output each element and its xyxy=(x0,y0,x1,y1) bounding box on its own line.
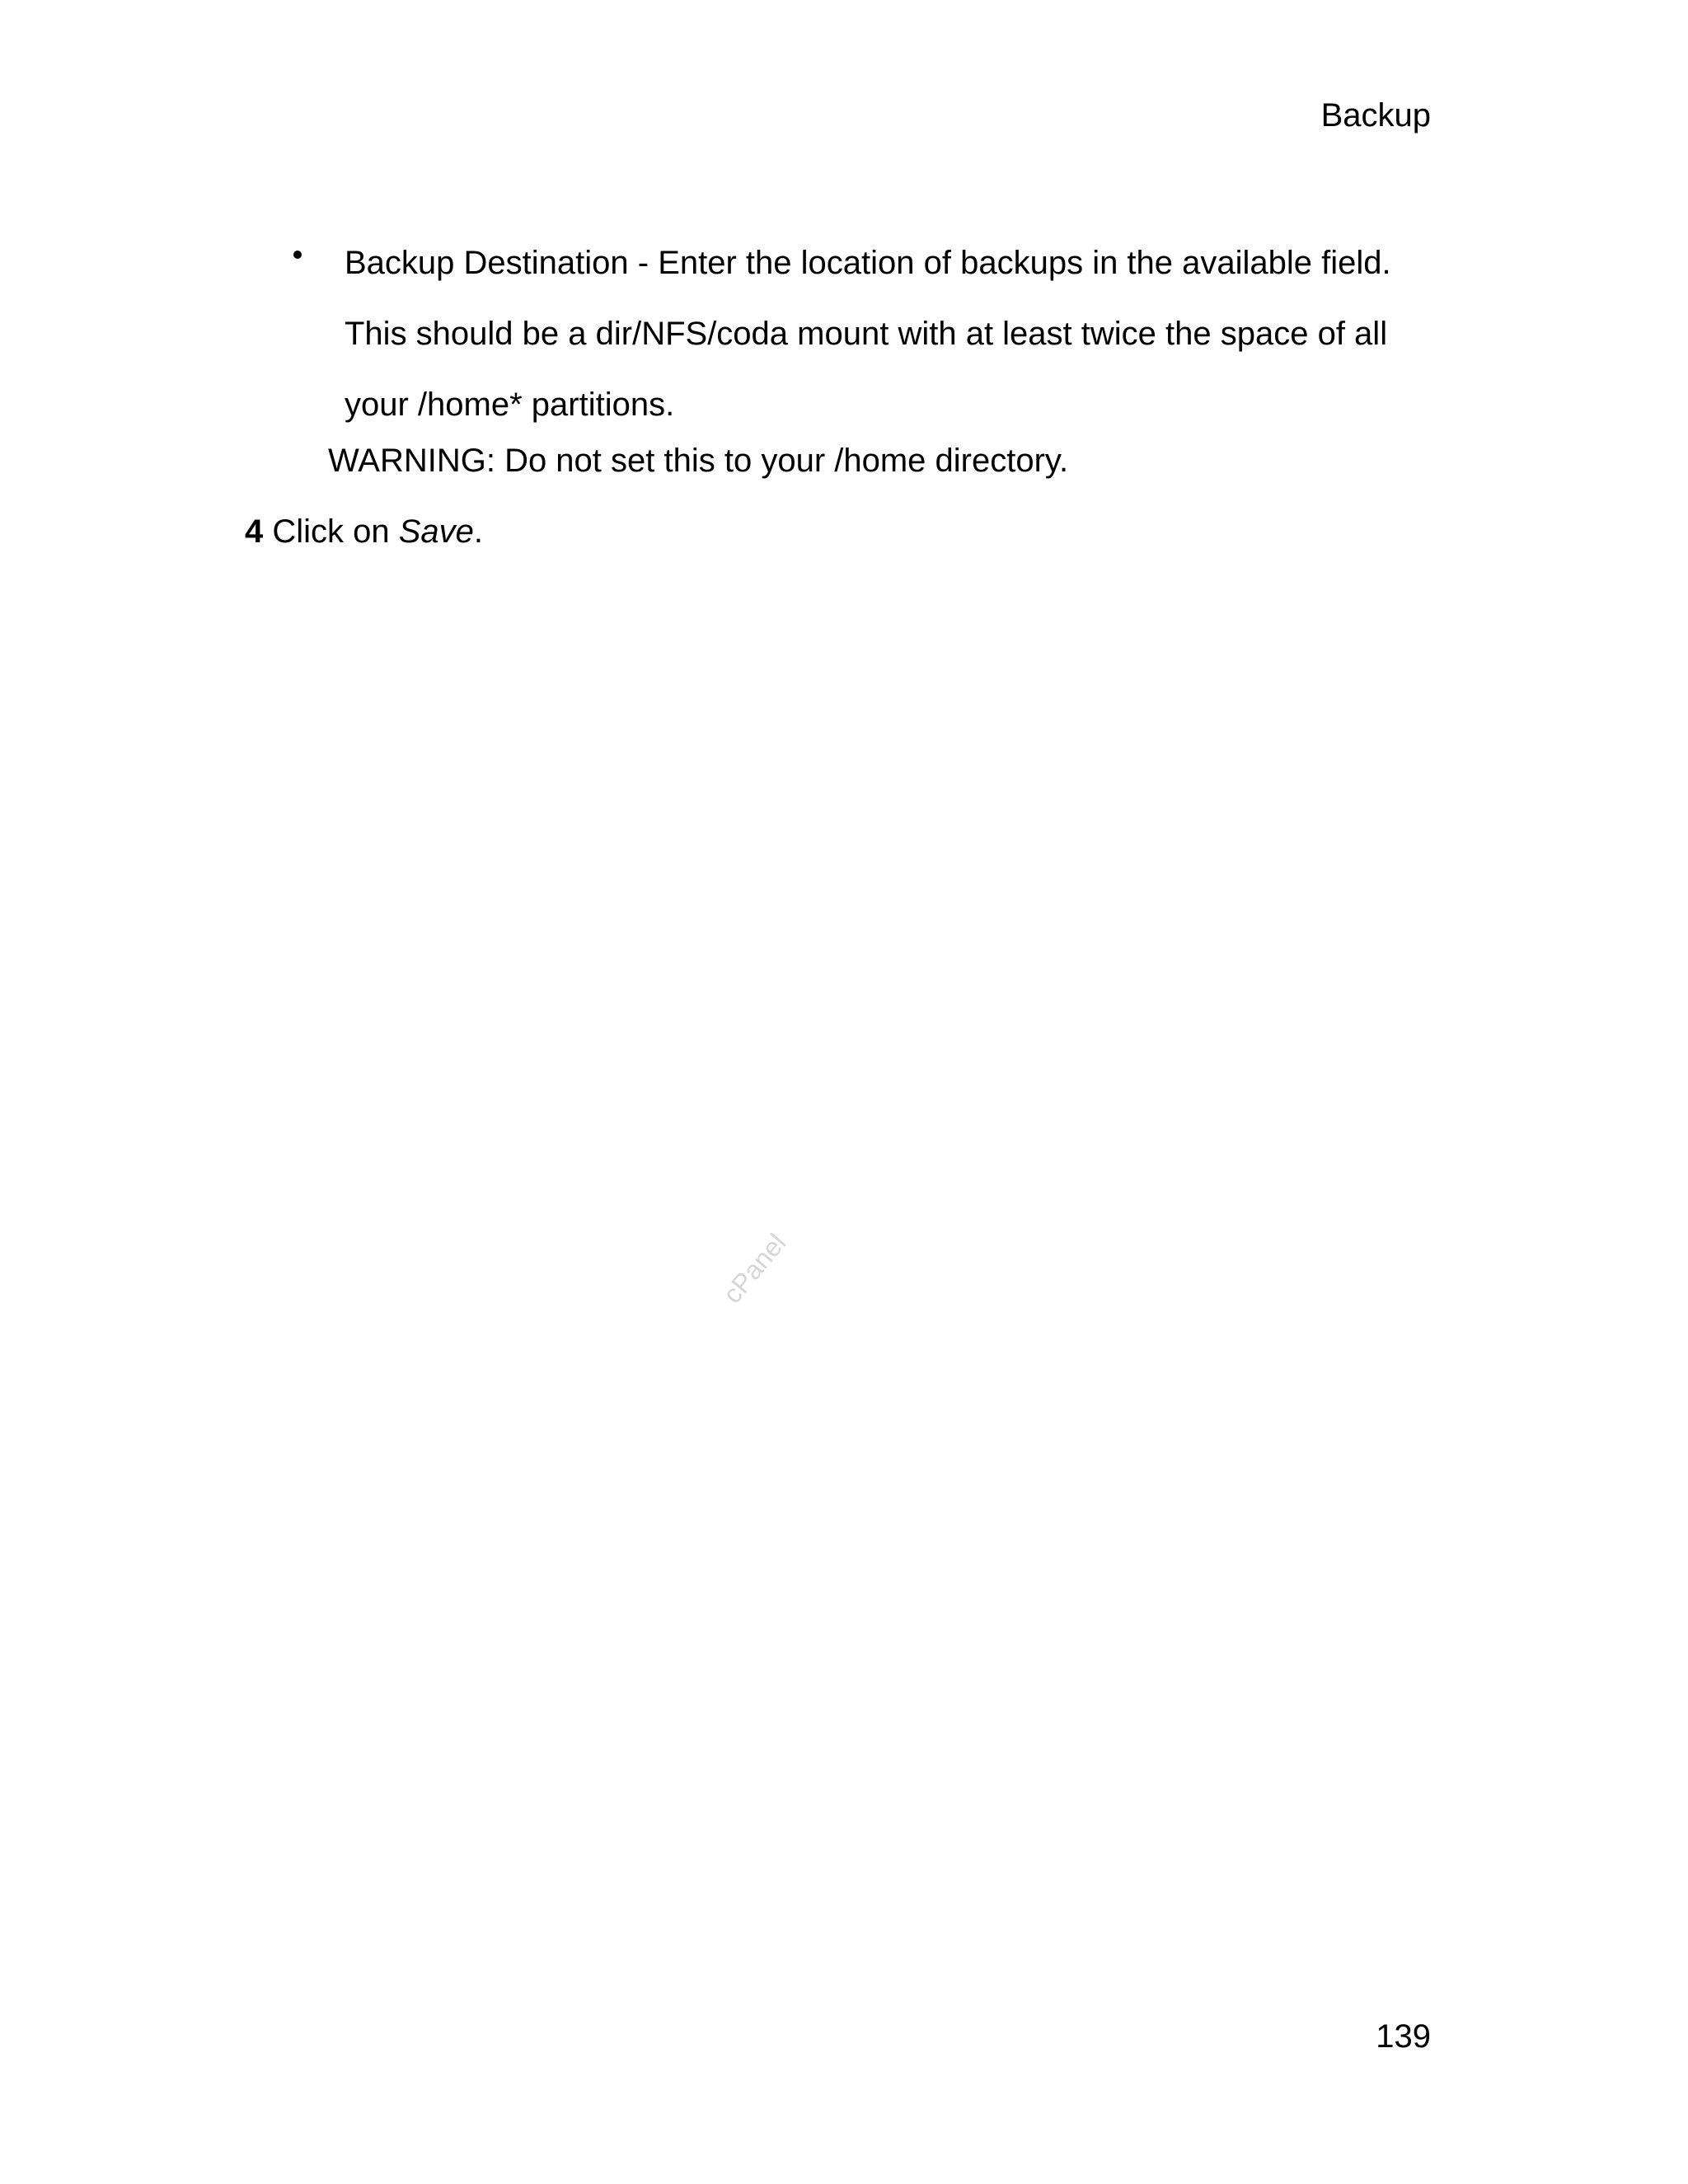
page-header-title: Backup xyxy=(1320,97,1431,134)
watermark: cPanel xyxy=(717,1228,792,1310)
step-number: 4 xyxy=(245,513,264,550)
step-instruction xyxy=(245,512,483,551)
bullet-text: Backup Destination - Enter the location of backups in the available field. This should be a dir/NFS/coda mount with at least twice the space of all your /home* partitions. xyxy=(345,245,1391,423)
warning-text: WARNING: Do not set this to your /home directory. xyxy=(328,443,1069,479)
step-target: Save xyxy=(398,513,474,550)
bullet-icon xyxy=(293,251,302,259)
step-suffix: . xyxy=(473,513,484,550)
page-number: 139 xyxy=(1376,2018,1431,2055)
step-prefix: Click on xyxy=(263,513,399,550)
